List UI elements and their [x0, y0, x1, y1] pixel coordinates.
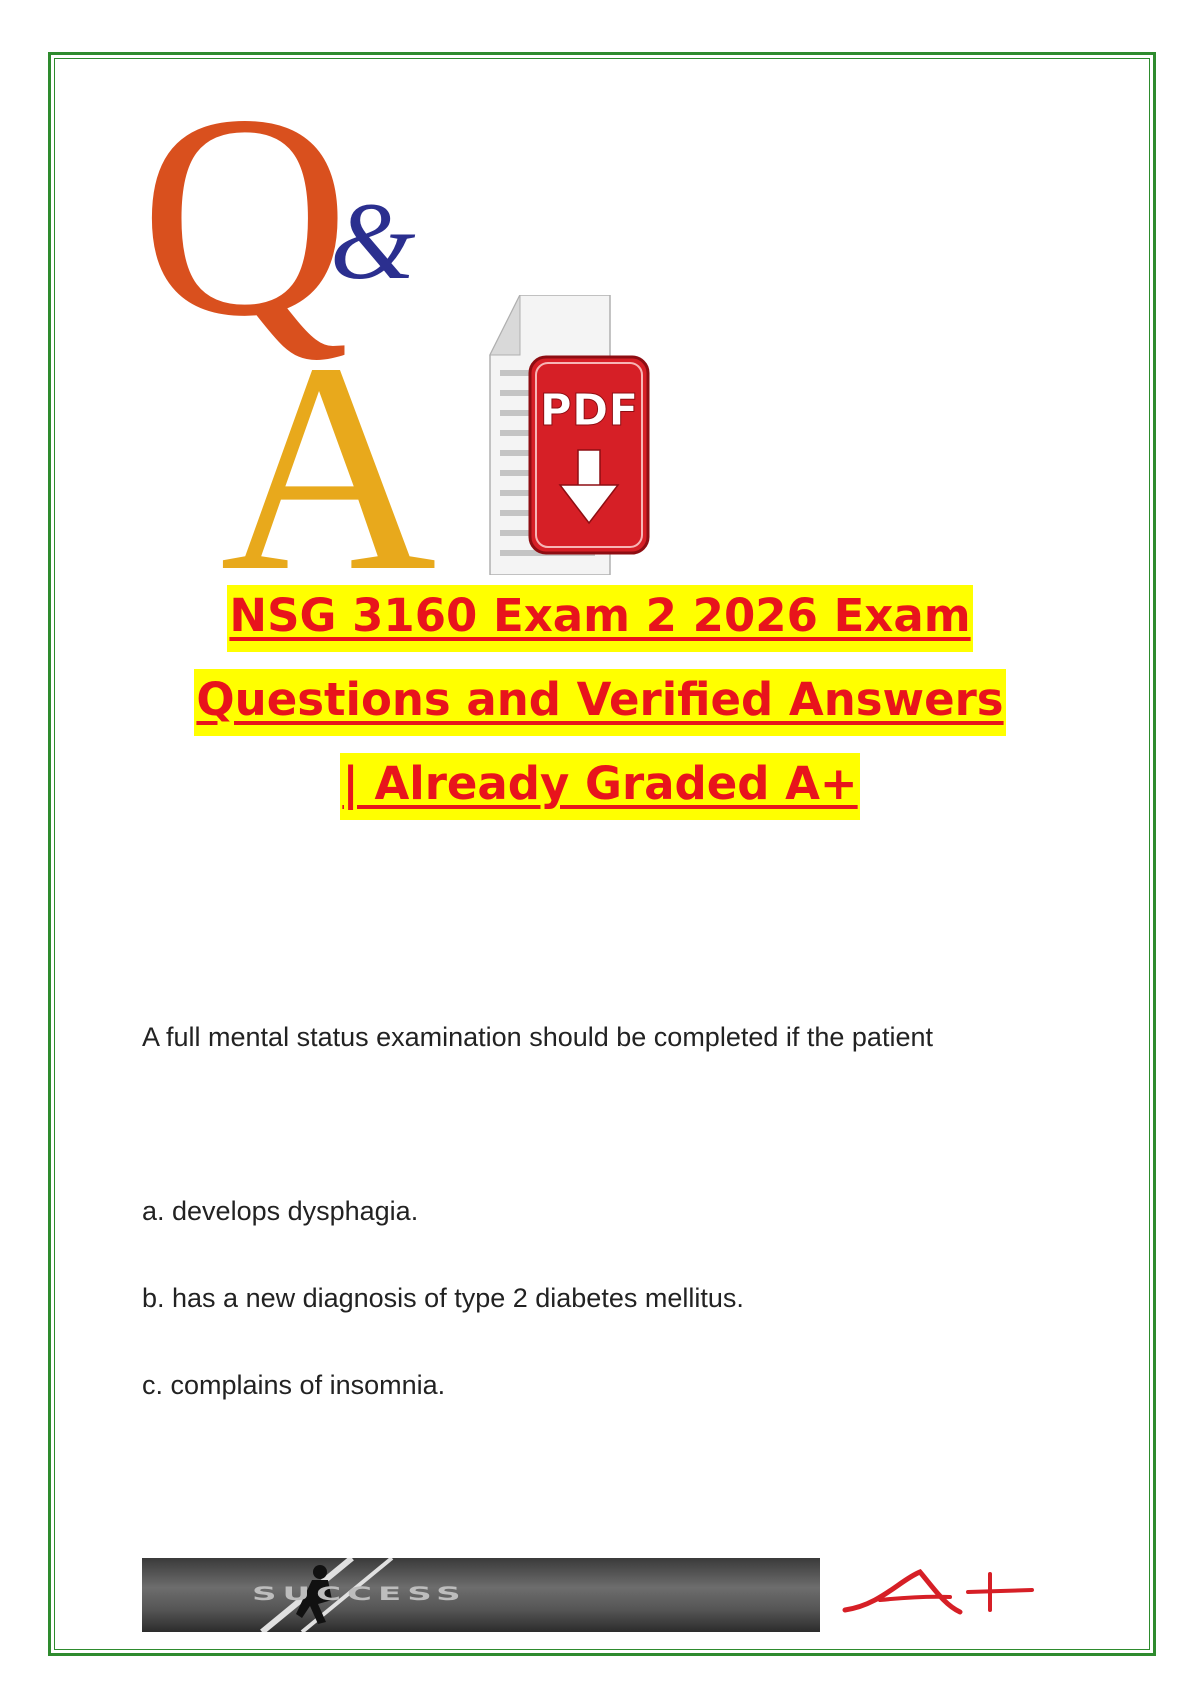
document-title — [80, 585, 1120, 837]
logo-ampersand: & — [330, 180, 416, 302]
pdf-label: PDF — [539, 385, 639, 436]
runner-icon — [142, 1558, 820, 1632]
a-plus-grade-mark — [840, 1560, 1040, 1640]
title-line-2: Questions and Verified Answers — [194, 669, 1005, 736]
success-banner-image — [142, 1558, 820, 1632]
answer-option-a: a. develops dysphagia. — [142, 1196, 419, 1226]
answer-option-c: c. complains of insomnia. — [142, 1370, 446, 1400]
success-banner-text: SUCCESS — [252, 1583, 467, 1605]
answer-option-b: b. has a new diagnosis of type 2 diabetes mellitus. — [142, 1283, 744, 1313]
title-line-1: NSG 3160 Exam 2 2026 Exam — [227, 585, 972, 652]
pdf-download-icon — [480, 295, 660, 575]
question-text: A full mental status examination should be completed if the patient — [142, 1022, 933, 1052]
grade-mark-text: A+ — [840, 1560, 842, 1561]
title-line-3: | Already Graded A+ — [340, 753, 859, 820]
logo-a-letter: A — [220, 301, 437, 578]
qa-logo — [140, 78, 470, 578]
logo-q-letter: Q — [140, 78, 350, 376]
